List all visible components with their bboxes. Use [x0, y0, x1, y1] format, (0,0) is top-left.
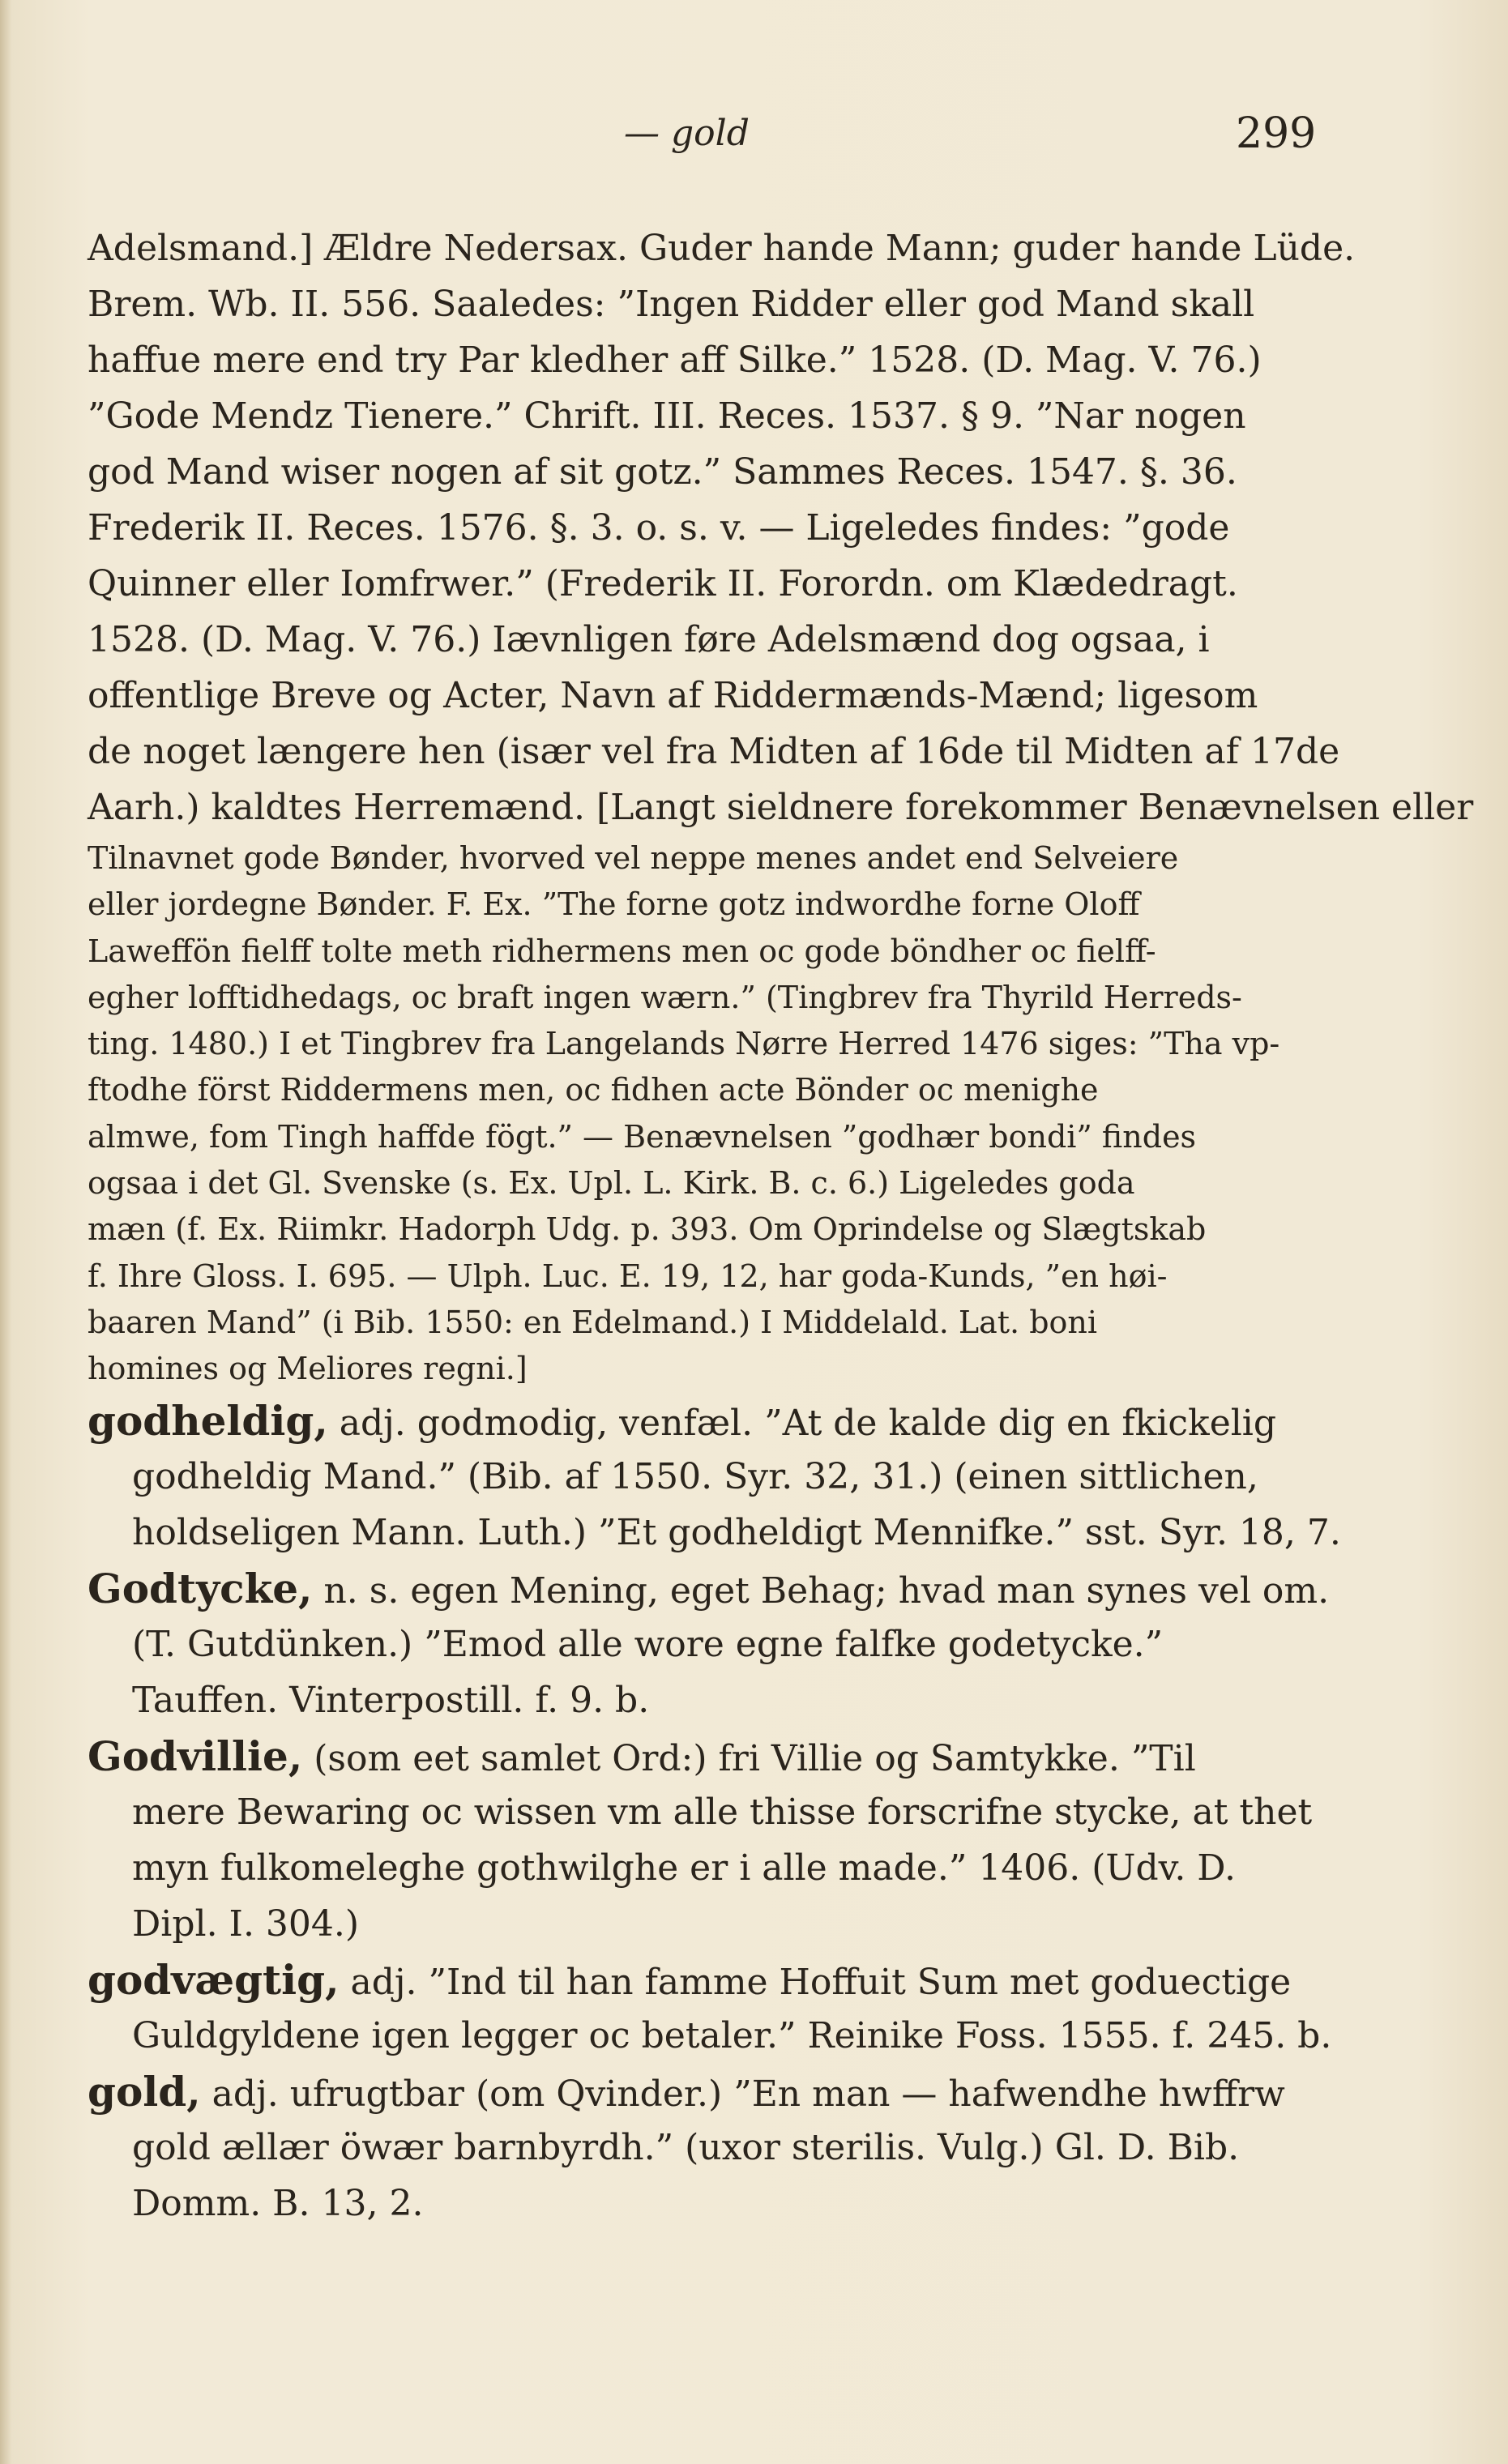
- text-line: Domm. B. 13, 2.: [132, 2182, 424, 2224]
- entry-godheldig: godheldig, adj. godmodig, venfæl. ”At de kalde dig en fkickelig: [88, 1396, 1277, 1445]
- entry-gold: gold, adj. ufrugtbar (om Qvinder.) ”En man — hafwendhe hwffrw: [88, 2067, 1285, 2116]
- note-line: homines og Meliores regni.]: [88, 1351, 528, 1387]
- text-line: Aarh.) kaldtes Herremænd. [Langt sieldnere forekommer Benævnelsen eller: [88, 787, 1474, 828]
- book-spine-shadow: [0, 0, 11, 2464]
- text-line: Guldgyldene igen legger oc betaler.” Reinike Foss. 1555. f. 245. b.: [132, 2014, 1332, 2056]
- text-line: haffue mere end try Par kledher aff Silke.” 1528. (D. Mag. V. 76.): [88, 339, 1262, 381]
- page-number: 299: [1236, 109, 1317, 158]
- note-line: almwe, fom Tingh haffde fögt.” — Benævnelsen ”godhær bondi” findes: [88, 1118, 1197, 1155]
- note-line: ting. 1480.) I et Tingbrev fra Langelands Nørre Herred 1476 siges: ”Tha vp-: [88, 1026, 1280, 1062]
- entry-godvillie: Godvillie, (som eet samlet Ord:) fri Villie og Samtykke. ”Til: [88, 1732, 1196, 1780]
- text-line: de noget længere hen (især vel fra Midten af 16de til Midten af 17de: [88, 731, 1340, 772]
- text-line: 1528. (D. Mag. V. 76.) Iævnligen føre Adelsmænd dog ogsaa, i: [88, 619, 1210, 660]
- page-header: [0, 109, 1508, 158]
- headword: Godvillie,: [88, 1732, 303, 1780]
- entry-godtycke: Godtycke, n. s. egen Mening, eget Behag; hvad man synes vel om.: [88, 1564, 1330, 1612]
- headword: gold,: [88, 2067, 201, 2116]
- note-line: mæn (f. Ex. Riimkr. Hadorph Udg. p. 393. Om Oprindelse og Slægtskab: [88, 1211, 1207, 1248]
- text-line: Dipl. I. 304.): [132, 1902, 360, 1945]
- note-line: egher lofftidhedags, oc braft ingen wærn.” (Tingbrev fra Thyrild Herreds-: [88, 979, 1242, 1015]
- note-line: Tilnavnet gode Bønder, hvorved vel neppe menes andet end Selveiere: [88, 840, 1179, 876]
- text-line: Tauffen. Vinterpostill. f. 9. b.: [132, 1679, 650, 1721]
- headword: Godtycke,: [88, 1564, 313, 1612]
- text-line: mere Bewaring oc wissen vm alle thisse forscrifne stycke, at thet: [132, 1791, 1313, 1833]
- note-line: ftodhe först Riddermens men, oc fidhen acte Bönder oc menighe: [88, 1072, 1099, 1108]
- text-line: (T. Gutdünken.) ”Emod alle wore egne falfke godetycke.”: [132, 1623, 1164, 1665]
- text-line: godheldig Mand.” (Bib. af 1550. Syr. 32, 31.) (einen sittlichen,: [132, 1455, 1258, 1497]
- note-line: f. Ihre Gloss. I. 695. — Ulph. Luc. E. 19, 12, har goda-Kunds, ”en høi-: [88, 1258, 1168, 1294]
- text-line: myn fulkomeleghe gothwilghe er i alle made.” 1406. (Udv. D.: [132, 1847, 1236, 1889]
- running-head: — gold: [624, 113, 750, 154]
- text-line: gold ællær öwær barnbyrdh.” (uxor sterilis. Vulg.) Gl. D. Bib.: [132, 2126, 1240, 2168]
- note-line: ogsaa i det Gl. Svenske (s. Ex. Upl. L. Kirk. B. c. 6.) Ligeledes goda: [88, 1165, 1135, 1202]
- text-line: ”Gode Mendz Tienere.” Chrift. III. Reces. 1537. § 9. ”Nar nogen: [88, 395, 1246, 437]
- note-line: baaren Mand” (i Bib. 1550: en Edelmand.) I Middelald. Lat. boni: [88, 1304, 1098, 1340]
- note-line: Laweffön fielff tolte meth ridhermens men oc gode böndher oc fielff-: [88, 933, 1156, 969]
- headword: godheldig,: [88, 1396, 328, 1445]
- note-line: eller jordegne Bønder. F. Ex. ”The forne gotz indwordhe forne Oloff: [88, 886, 1140, 923]
- entry-godvaegtig: godvægtig, adj. ”Ind til han famme Hoffuit Sum met goduectige: [88, 1955, 1292, 2004]
- text-line: Quinner eller Iomfrwer.” (Frederik II. Forordn. om Klædedragt.: [88, 563, 1238, 604]
- text-line: holdseligen Mann. Luth.) ”Et godheldigt Mennifke.” sst. Syr. 18, 7.: [132, 1511, 1341, 1553]
- text-line: god Mand wiser nogen af sit gotz.” Sammes Reces. 1547. §. 36.: [88, 451, 1237, 493]
- text-line: Adelsmand.] Ældre Nedersax. Guder hande Mann; guder hande Lüde.: [88, 228, 1356, 269]
- text-line: Frederik II. Reces. 1576. §. 3. o. s. v. — Ligeledes findes: ”gode: [88, 507, 1230, 549]
- text-line: offentlige Breve og Acter, Navn af Riddermænds-Mænd; ligesom: [88, 675, 1258, 716]
- headword: godvægtig,: [88, 1955, 340, 2004]
- text-line: Brem. Wb. II. 556. Saaledes: ”Ingen Ridder eller god Mand skall: [88, 284, 1255, 325]
- entry-text: [88, 220, 1474, 2231]
